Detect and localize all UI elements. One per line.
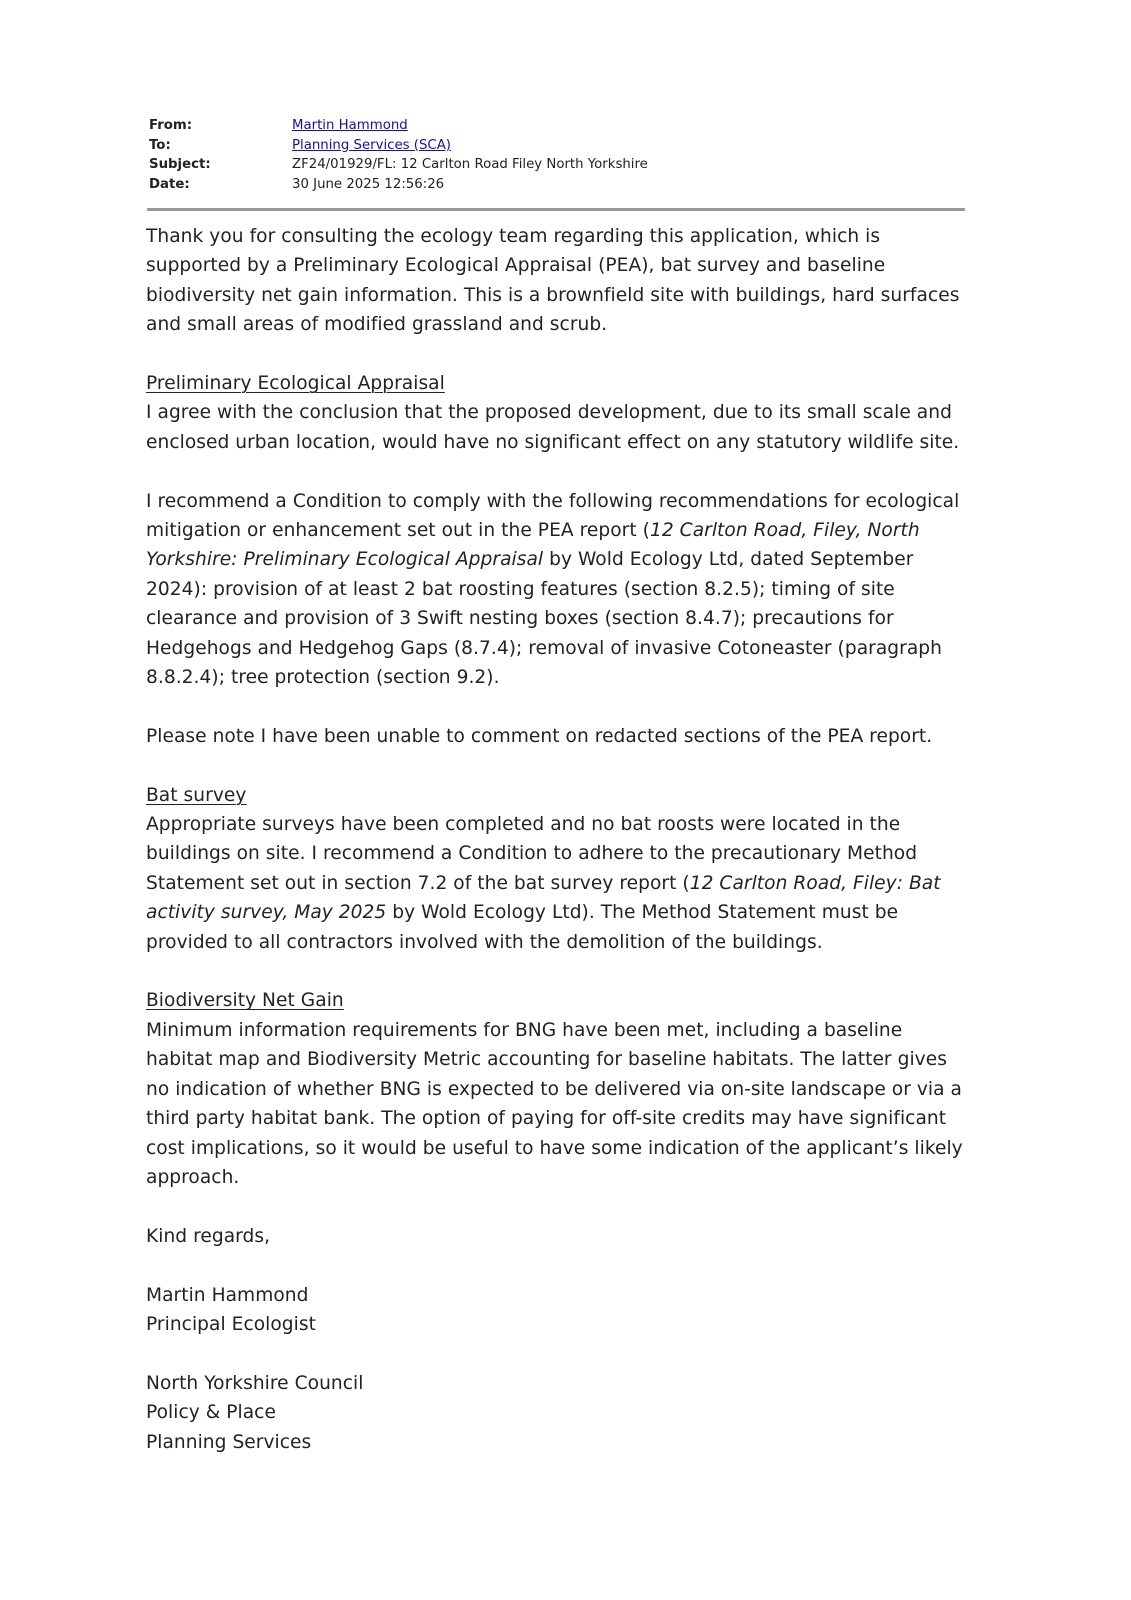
bat-heading: Bat survey <box>146 784 247 806</box>
from-link[interactable]: Martin Hammond <box>292 118 408 133</box>
signature-name: Martin Hammond <box>146 1284 309 1306</box>
bat-paragraph <box>146 810 971 957</box>
from-label: From: <box>149 118 193 133</box>
organisation <box>146 1369 971 1457</box>
to-label: To: <box>149 137 171 153</box>
email-header <box>149 116 648 195</box>
date-row <box>149 175 648 195</box>
subject-value: ZF24/01929/FL: 12 Carlton Road Filey North Yorkshire <box>292 157 648 173</box>
org-line-3: Planning Services <box>146 1431 312 1453</box>
bat-report-title: 12 Carlton Road, Filey: Bat activity survey, May 2025 <box>146 872 941 924</box>
from-row <box>149 116 648 136</box>
pea-paragraph-1: I agree with the conclusion that the proposed development, due to its small scale and enclosed urban location, would have no significant effect on any statutory wildlife site. <box>146 402 960 453</box>
signature-title: Principal Ecologist <box>146 1313 316 1335</box>
org-line-2: Policy & Place <box>146 1402 276 1424</box>
intro-paragraph: Thank you for consulting the ecology team regarding this application, which is supported by a Preliminary Ecological Appraisal (PEA), bat survey and baseline biodiversity net gain information. This is a brownfield site with buildings, hard surfaces and small areas of modified grassland and scrub. <box>146 226 960 336</box>
pea-paragraph-2 <box>146 487 971 693</box>
pea-text-b: by Wold Ecology Ltd, dated September 2024): provision of at least 2 bat roosting features (section 8.2.5); timing of site clearance and provision of 3 Swift nesting boxes (section 8.4.7); precautions for Hedgehogs and Hedgehog Gaps (8.7.4); removal of invasive Cotoneaster (paragraph 8.8.2.4); tree protection (section 9.2). <box>146 549 942 689</box>
pea-text-a: I recommend a Condition to comply with the following recommendations for ecological mitigation or enhancement set out in the PEA report ( <box>146 490 960 542</box>
closing: Kind regards, <box>146 1225 271 1247</box>
pea-paragraph-3: Please note I have been unable to comment on redacted sections of the PEA report. <box>146 725 933 747</box>
header-divider <box>147 208 965 211</box>
date-label: Date: <box>149 177 190 193</box>
pea-heading: Preliminary Ecological Appraisal <box>146 373 445 395</box>
to-row <box>149 136 648 156</box>
org-line-1: North Yorkshire Council <box>146 1372 364 1394</box>
bat-text-a: Appropriate surveys have been completed and no bat roosts were located in the buildings on site. I recommend a Condition to adhere to the precautionary Method Statement set out in section 7.2 of the bat survey report ( <box>146 814 918 894</box>
email-body <box>146 222 971 1486</box>
bng-paragraph: Minimum information requirements for BNG have been met, including a baseline habitat map and Biodiversity Metric accounting for baseline habitats. The latter gives no indication of whether BNG is expected to be delivered via on-site landscape or via a third party habitat bank. The option of paying for off-site credits may have significant cost implications, so it would be useful to have some indication of the applicant’s likely approach. <box>146 1019 963 1188</box>
to-link[interactable]: Planning Services (SCA) <box>292 137 451 153</box>
bat-text-b: by Wold Ecology Ltd). The Method Statement must be provided to all contractors involved with the demolition of the buildings. <box>146 902 899 953</box>
subject-label: Subject: <box>149 157 211 173</box>
date-value: 30 June 2025 12:56:26 <box>292 177 445 193</box>
signature <box>146 1281 971 1340</box>
bng-heading: Biodiversity Net Gain <box>146 990 344 1012</box>
subject-row <box>149 155 648 175</box>
pea-report-title: 12 Carlton Road, Filey, North Yorkshire: Preliminary Ecological Appraisal <box>146 520 920 571</box>
